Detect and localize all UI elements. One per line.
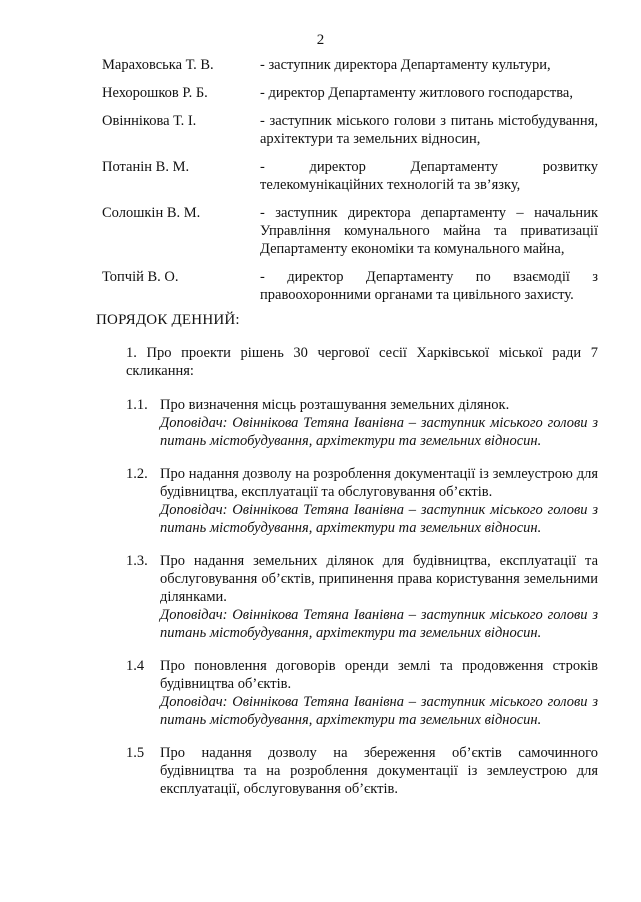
attendee-row: [102, 112, 598, 148]
attendee-role: - заступник міського голови з питань містобудування, архітектури та земельних відносин,: [260, 113, 598, 147]
attendee-role: - заступник директора департаменту – начальник Управління комунального майна та приватизації Департаменту економіки та комунального майна,: [260, 205, 598, 257]
subitem-body: [160, 657, 598, 729]
attendee-row: [102, 56, 598, 74]
agenda-main-item: 1. Про проекти рішень 30 чергової сесії Харківської міської ради 7 скликання:: [126, 345, 598, 379]
subitem-body: [160, 552, 598, 642]
agenda-title: ПОРЯДОК ДЕННИЙ:: [96, 312, 240, 328]
attendee-row: [102, 204, 598, 258]
attendee-name: Нехорошков Р. Б.: [102, 85, 208, 101]
subitem-speaker: Доповідач: Овіннікова Тетяна Іванівна – заступник міського голови з питань містобудування, архітектури та земельних відносин.: [160, 694, 598, 728]
attendee-row: [102, 268, 598, 304]
subitem-text: Про надання земельних ділянок для будівництва, експлуатації та обслуговування об’єктів, припинення права користування земельними ділянками.: [160, 553, 598, 605]
agenda-subitem: [126, 552, 598, 642]
subitem-number: 1.1.: [126, 397, 148, 413]
subitem-text: Про надання дозволу на розроблення документації із землеустрою для будівництва, експлуатації та обслуговування об’єктів.: [160, 466, 598, 500]
subitem-text: Про визначення місць розташування земельних ділянок.: [160, 397, 510, 413]
attendee-name: Потанін В. М.: [102, 159, 190, 175]
agenda-subitems: [126, 396, 598, 813]
subitem-text: Про поновлення договорів оренди землі та продовження строків будівництва об’єктів.: [160, 658, 598, 692]
subitem-body: [160, 465, 598, 537]
attendee-name: Солошкін В. М.: [102, 205, 201, 221]
agenda-subitem: [126, 396, 598, 450]
subitem-number: 1.2.: [126, 466, 148, 482]
attendee-role: - заступник директора Департаменту культури,: [260, 57, 551, 73]
attendee-row: [102, 158, 598, 194]
subitem-body: [160, 396, 598, 450]
subitem-number: 1.5: [126, 745, 145, 761]
agenda-subitem: [126, 657, 598, 729]
attendee-name: Овіннікова Т. І.: [102, 113, 197, 129]
subitem-speaker: Доповідач: Овіннікова Тетяна Іванівна – заступник міського голови з питань містобудування, архітектури та земельних відносин.: [160, 607, 598, 641]
attendee-role: - директор Департаменту по взаємодії з правоохоронними органами та цивільного захисту.: [260, 269, 598, 303]
subitem-speaker: Доповідач: Овіннікова Тетяна Іванівна – заступник міського голови з питань містобудування, архітектури та земельних відносин.: [160, 502, 598, 536]
subitem-number: 1.3.: [126, 553, 148, 569]
subitem-number: 1.4: [126, 658, 145, 674]
attendee-role: - директор Департаменту розвитку телекомунікаційних технологій та зв’язку,: [260, 159, 598, 193]
attendee-row: [102, 84, 598, 102]
agenda-subitem: [126, 744, 598, 798]
attendee-name: Топчій В. О.: [102, 269, 179, 285]
page-number: 2: [316, 32, 325, 48]
attendee-list: [102, 56, 598, 314]
attendee-name: Мараховська Т. В.: [102, 57, 214, 73]
subitem-text: Про надання дозволу на збереження об’єктів самочинного будівництва та на розроблення документації із землеустрою для експлуатації, обслуговування об’єктів.: [160, 745, 598, 797]
agenda-subitem: [126, 465, 598, 537]
subitem-speaker: Доповідач: Овіннікова Тетяна Іванівна – заступник міського голови з питань містобудування, архітектури та земельних відносин.: [160, 415, 598, 449]
subitem-body: [160, 744, 598, 798]
attendee-role: - директор Департаменту житлового господарства,: [260, 85, 573, 101]
